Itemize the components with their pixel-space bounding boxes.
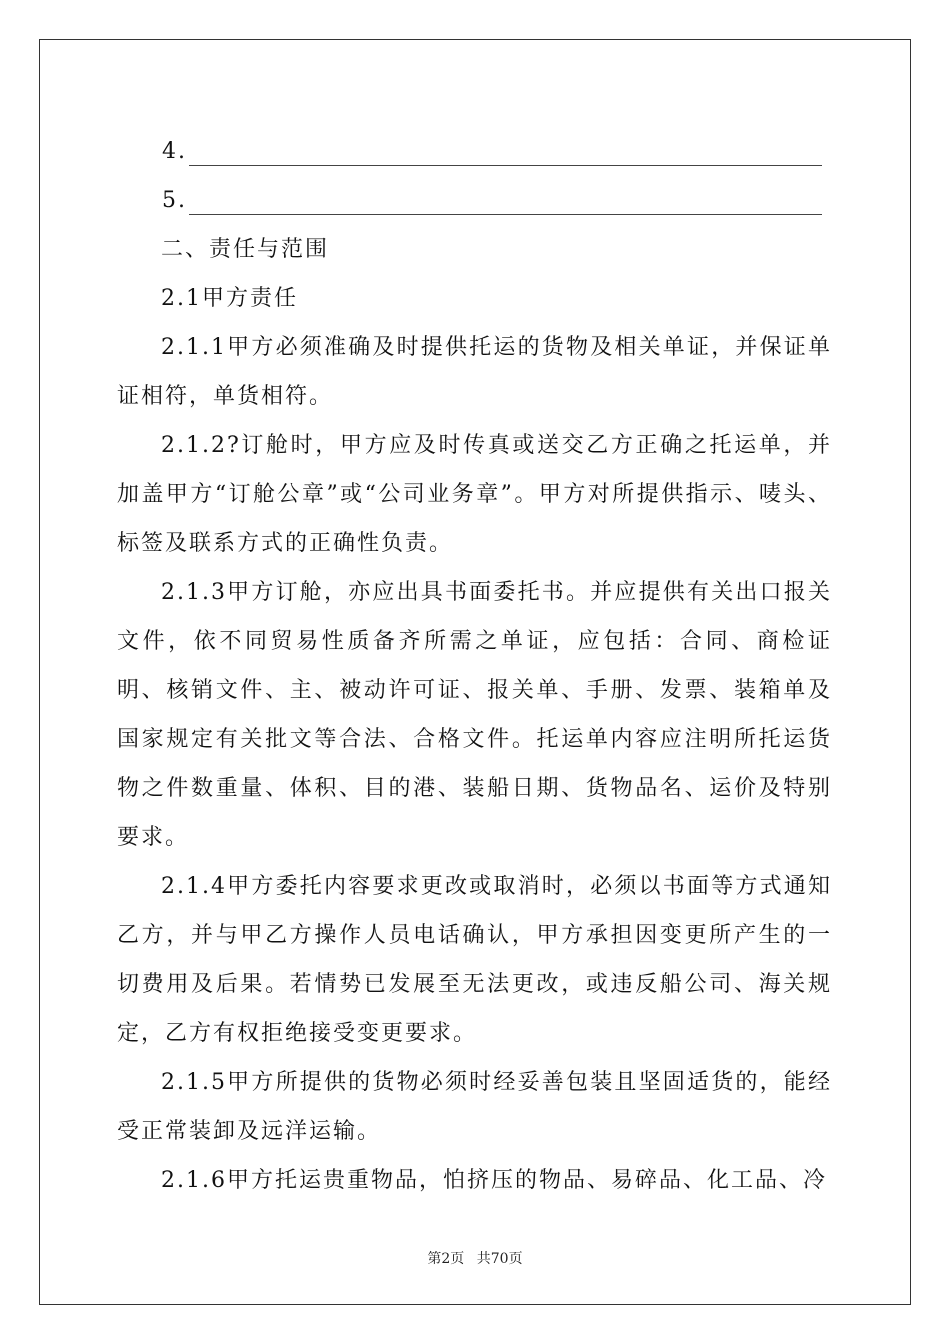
paragraph: 2.1.3甲方订舱，亦应出具书面委托书。并应提供有关出口报关文件，依不同贸易性质备齐所需之单证，应包括：合同、商检证明、核销文件、主、被动许可证、报关单、手册、发票、装箱单及国家规定有关批文等合法、合格文件。托运单内容应注明所托运货物之件数重量、体积、目的港、装船日期、货物品名、运价及特别要求。	[117, 580, 832, 850]
section-heading: 二、责任与范围	[161, 237, 330, 262]
paragraph: 2.1.4甲方委托内容要求更改或取消时，必须以书面等方式通知乙方，并与甲乙方操作人员电话确认，甲方承担因变更所产生的一切费用及后果。若情势已发展至无法更改，或违反船公司、海关规定，乙方有权拒绝接受变更要求。	[117, 874, 832, 1046]
document-body	[117, 127, 832, 1205]
paragraph: 2.1.2?订舱时，甲方应及时传真或送交乙方正确之托运单，并加盖甲方“订舱公章”或“公司业务章”。甲方对所提供指示、唛头、标签及联系方式的正确性负责。	[117, 433, 832, 556]
fill-in-rule	[189, 214, 822, 215]
subsection-heading: 2.1甲方责任	[161, 286, 298, 311]
fill-in-label: 5.	[162, 188, 187, 213]
page-number: 第2页	[427, 1251, 465, 1267]
fill-in-line-4	[117, 127, 832, 176]
fill-in-rule	[189, 165, 822, 166]
page-footer	[0, 1248, 950, 1268]
paragraph: 2.1.1甲方必须准确及时提供托运的货物及相关单证，并保证单证相符，单货相符。	[117, 335, 832, 409]
paragraph: 2.1.5甲方所提供的货物必须时经妥善包装且坚固适货的，能经受正常装卸及远洋运输。	[117, 1070, 832, 1144]
fill-in-line-5	[117, 176, 832, 225]
fill-in-label: 4.	[162, 139, 187, 164]
paragraph: 2.1.6甲方托运贵重物品，怕挤压的物品、易碎品、化工品、冷	[161, 1168, 827, 1193]
page-total: 共70页	[476, 1251, 523, 1267]
